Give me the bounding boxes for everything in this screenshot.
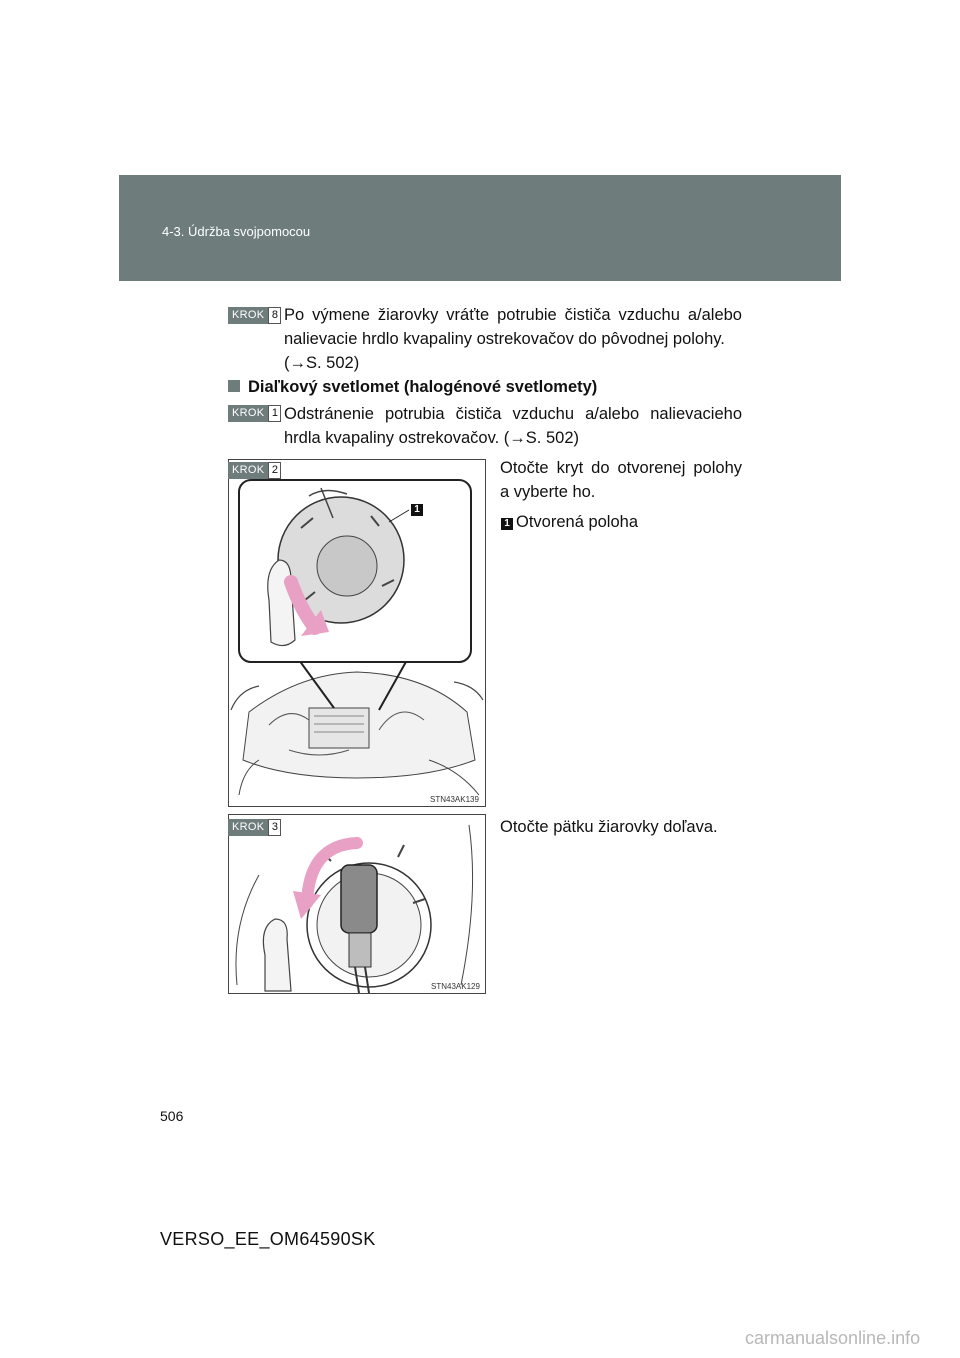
figure-code: STN43AK129 [431, 982, 480, 991]
page-number: 506 [160, 1108, 184, 1124]
step-8-page-ref: (→S. 502) [284, 354, 360, 372]
legend-item [501, 513, 638, 532]
callout-marker: 1 [411, 504, 423, 516]
step-2-text: Otočte kryt do otvorenej polohy a vyberte ho. [500, 459, 742, 501]
step-badge-2 [228, 462, 281, 479]
step-8-instruction: Po výmene žiarovky vráťte potrubie čističa vzduchu a/alebo nalievacie hrdlo kvapaliny ostrekovačov do pôvodnej polohy. [284, 306, 742, 348]
step-badge-label: KROK [228, 307, 268, 324]
legend-marker: 1 [501, 518, 513, 530]
step-badge-1 [228, 405, 281, 422]
step-badge-number: 3 [268, 819, 281, 836]
step-badge-8 [228, 307, 281, 324]
section-heading-text: Diaľkový svetlomet (halogénové svetlomety) [248, 378, 598, 396]
watermark: carmanualsonline.info [745, 1328, 921, 1348]
section-title: 4-3. Údržba svojpomocou [162, 224, 311, 239]
step-badge-number: 1 [268, 405, 281, 422]
step-8-text [284, 303, 742, 375]
step-1-text: Odstránenie potrubia čističa vzduchu a/alebo nalievacieho hrdla kvapaliny ostrekovačov. (→S. 502) [284, 405, 742, 447]
step-badge-label: KROK [228, 405, 268, 422]
figure-bulb-base [228, 814, 486, 994]
document-id: VERSO_EE_OM64590SK [160, 1229, 376, 1249]
legend-text: Otvorená poloha [516, 513, 639, 531]
step-badge-3 [228, 819, 281, 836]
figure-headlight-cover [228, 459, 486, 807]
figure-code: STN43AK139 [430, 795, 479, 804]
step-badge-label: KROK [228, 462, 268, 479]
headlight-cover-illustration [229, 460, 485, 806]
bulb-base-illustration [229, 815, 485, 993]
step-badge-number: 8 [268, 307, 281, 324]
step-badge-number: 2 [268, 462, 281, 479]
square-bullet-icon [228, 380, 240, 392]
step-badge-label: KROK [228, 819, 268, 836]
section-heading [228, 378, 597, 397]
step-3-text: Otočte pätku žiarovky doľava. [500, 818, 718, 836]
